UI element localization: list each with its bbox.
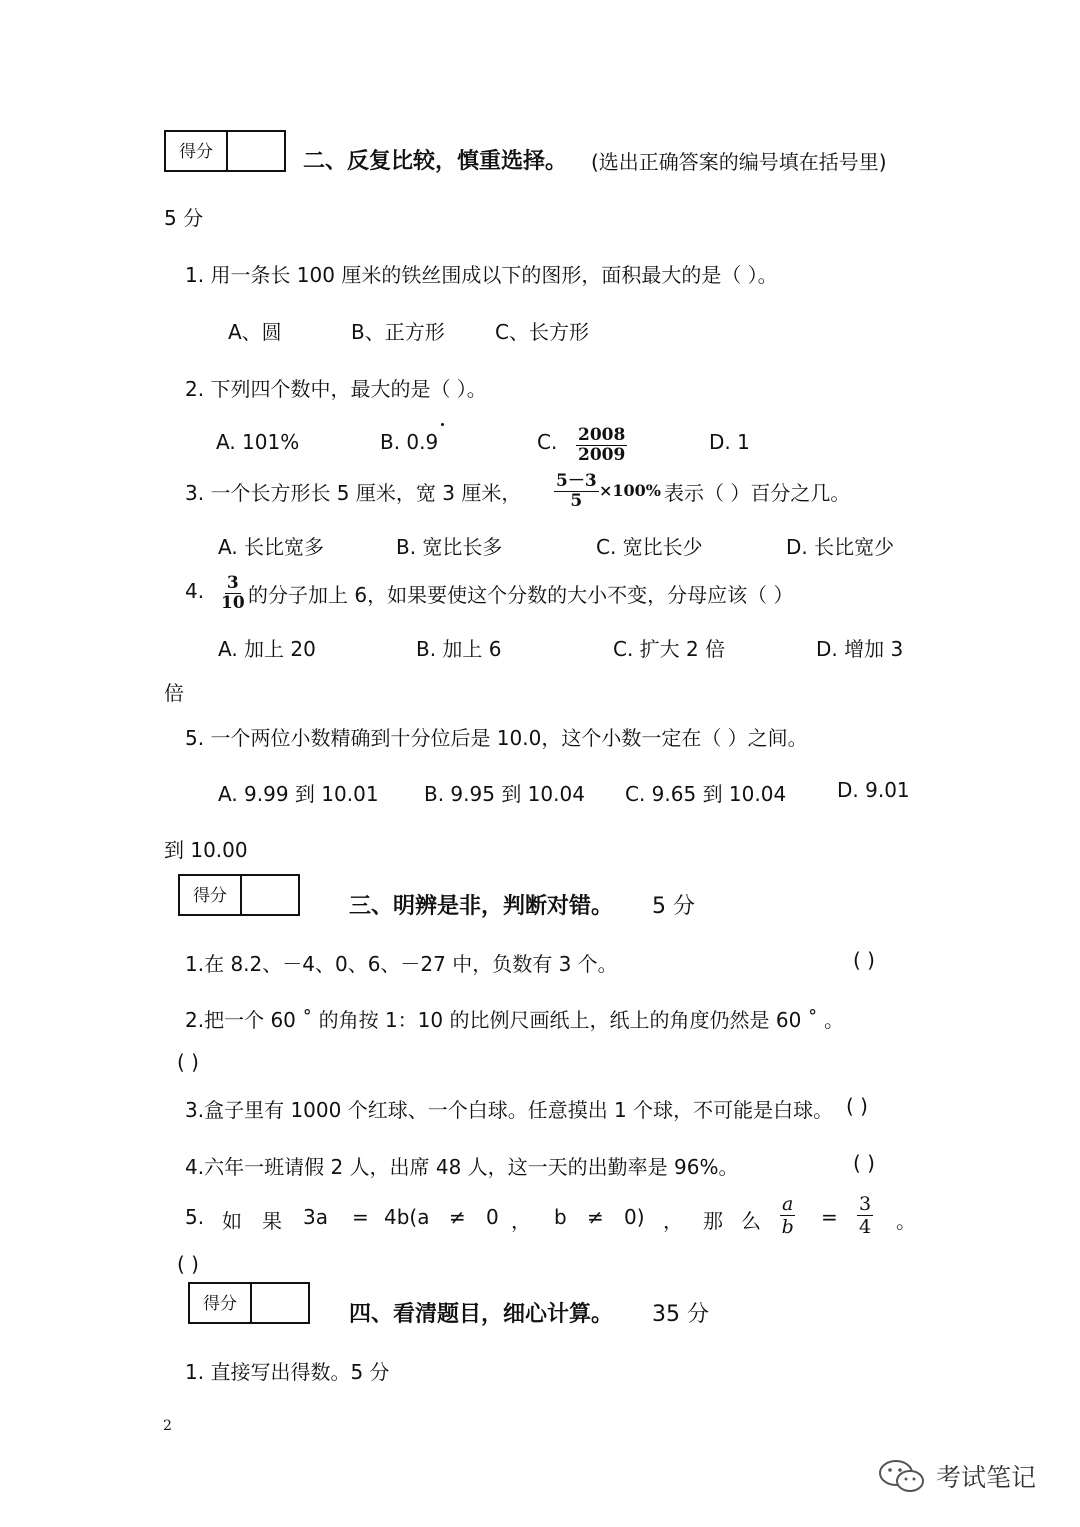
score-box [188,1282,310,1324]
score-blank[interactable] [242,876,298,914]
fraction-denominator: b [781,1216,794,1238]
judge-item-5-fraction-34 [857,1193,873,1238]
mc-question-4-number: 4. [185,579,205,603]
watermark [876,1458,1036,1494]
q3-option-c: C. 宽比长少 [596,535,703,559]
judge-item-3-answer[interactable]: ( ) [846,1094,868,1118]
fraction-denominator: 4 [859,1216,872,1238]
mc-question-4-text: 的分子加上 6，如果要使这个分数的大小不变，分母应该（ ） [248,583,794,607]
judge-item-5-symbol: ≠ [587,1205,604,1229]
judge-item-5-term: b [554,1205,567,1229]
judge-item-5-word: 如 [222,1209,242,1233]
q3-option-b: B. 宽比长多 [396,535,503,559]
q4-option-d: D. 增加 3 [816,637,904,661]
score-box [164,130,286,172]
fraction-denominator: 10 [221,593,245,613]
section2-points: 5 分 [164,206,204,230]
q2-option-d: D. 1 [709,430,750,454]
q3-times-percent: ×100% [599,481,662,500]
page-number: 2 [163,1418,172,1434]
judge-item-3: 3.盒子里有 1000 个红球、一个白球。任意摸出 1 个球，不可能是白球。 [185,1098,834,1122]
q4-option-d-wrap: 倍 [164,681,184,705]
q4-option-b: B. 加上 6 [416,637,502,661]
q4-option-a: A. 加上 20 [218,637,316,661]
q1-option-b: B、正方形 [351,320,445,344]
judge-item-5-word: 么 [741,1209,761,1233]
watermark-text: 考试笔记 [936,1463,1037,1492]
judge-item-5-symbol: = [352,1205,369,1229]
judge-item-5-symbol: ， [663,1209,683,1233]
judge-item-5-equals: = [821,1205,838,1229]
judge-item-5-term: 0) [624,1205,645,1229]
q5-option-d: D. 9.01 [837,778,910,802]
fraction-numerator: a [782,1193,794,1215]
score-label: 得分 [166,132,228,170]
judge-item-5-symbol: ， [511,1209,531,1233]
q1-option-c: C、长方形 [495,320,589,344]
wechat-icon [876,1458,928,1494]
section4-question-1: 1. 直接写出得数。5 分 [185,1360,390,1384]
fraction-denominator: 5 [570,491,583,511]
score-box [178,874,300,916]
score-blank[interactable] [252,1284,308,1322]
q3-option-d: D. 长比宽少 [786,535,895,559]
section3-points: 5 分 [652,894,695,919]
q2-option-a: A. 101% [216,430,300,454]
q5-option-a: A. 9.99 到 10.01 [218,782,379,806]
mc-question-3-end: 表示（ ）百分之几。 [664,481,851,505]
judge-item-1-answer[interactable]: ( ) [853,948,875,972]
judge-item-5-word: 果 [262,1209,282,1233]
q2-fraction [576,426,627,465]
section4-title: 四、看清题目，细心计算。 [349,1302,614,1327]
judge-item-5-term: 0 [486,1205,499,1229]
judge-item-5-term: 3a [303,1205,328,1229]
judge-item-5-symbol: ≠ [449,1205,466,1229]
section2-title: 二、反复比较，慎重选择。 [303,149,568,174]
section2-note: (选出正确答案的编号填在括号里) [591,150,887,174]
q5-option-d-wrap: 到 10.00 [164,838,248,862]
fraction-denominator: 2009 [578,445,626,465]
fraction-numerator: 2008 [578,425,626,445]
q2-option-b: B. 0.9 [380,430,439,454]
repeating-decimal-dot [441,423,444,426]
judge-item-1: 1.在 8.2、－4、0、6、－27 中，负数有 3 个。 [185,952,618,976]
judge-item-5-answer[interactable]: ( ) [177,1252,199,1276]
section4-points: 35 分 [652,1302,709,1327]
judge-item-5-end: 。 [896,1209,916,1233]
q4-fraction [221,574,245,613]
fraction-numerator: 5－3 [556,471,597,491]
q3-fraction [554,472,599,511]
judge-item-5-fraction-ab [780,1193,795,1238]
score-label: 得分 [190,1284,252,1322]
q5-option-c: C. 9.65 到 10.04 [625,782,787,806]
q3-option-a: A. 长比宽多 [218,535,325,559]
mc-question-1: 1. 用一条长 100 厘米的铁丝围成以下的图形，面积最大的是（ ）。 [185,263,778,287]
score-blank[interactable] [228,132,284,170]
section3-title: 三、明辨是非，判断对错。 [349,894,614,919]
judge-item-5-word: 那 [703,1209,723,1233]
judge-item-4: 4.六年一班请假 2 人，出席 48 人，这一天的出勤率是 96%。 [185,1155,739,1179]
judge-item-5-term: 4b(a [384,1205,430,1229]
judge-item-2-answer[interactable]: ( ) [177,1050,199,1074]
q4-option-c: C. 扩大 2 倍 [613,637,726,661]
mc-question-3-start: 3. 一个长方形长 5 厘米，宽 3 厘米， [185,481,522,505]
mc-question-2: 2. 下列四个数中，最大的是（ ）。 [185,377,487,401]
fraction-numerator: 3 [859,1193,872,1215]
fraction-numerator: 3 [226,573,239,593]
q1-option-a: A、圆 [228,320,282,344]
mc-question-5: 5. 一个两位小数精确到十分位后是 10.0，这个小数一定在（ ）之间。 [185,726,808,750]
judge-item-2: 2.把一个 60 ˚ 的角按 1：10 的比例尺画纸上，纸上的角度仍然是 60 ˚ 。 [185,1008,845,1032]
judge-item-4-answer[interactable]: ( ) [853,1151,875,1175]
q5-option-b: B. 9.95 到 10.04 [424,782,585,806]
score-label: 得分 [180,876,242,914]
judge-item-5-number: 5. [185,1205,205,1229]
q2-option-c: C. [537,430,558,454]
